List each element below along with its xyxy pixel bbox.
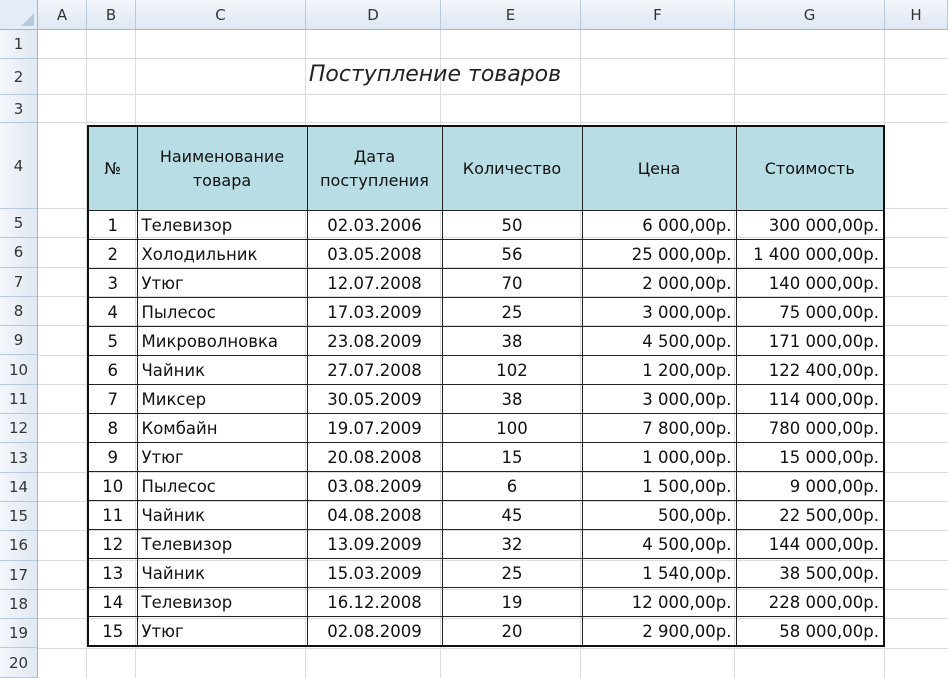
grid-line-horizontal (38, 122, 948, 123)
sheet-title[interactable]: Поступление товаров (308, 62, 562, 87)
cell-name[interactable]: Утюг (137, 443, 307, 472)
row-header-9[interactable]: 9 (0, 326, 37, 355)
cell-num[interactable]: 6 (88, 356, 137, 385)
cell-date[interactable]: 16.12.2008 (307, 588, 442, 617)
table-row (88, 269, 884, 298)
column-header-bar (38, 0, 948, 30)
cell-price[interactable]: 4 500,00р. (582, 327, 736, 356)
cell-qty[interactable]: 50 (442, 211, 582, 240)
cell-num[interactable]: 4 (88, 298, 137, 327)
column-header-f[interactable]: F (581, 0, 735, 29)
cell-date[interactable]: 17.03.2009 (307, 298, 442, 327)
cell-price[interactable]: 500,00р. (582, 501, 736, 530)
cell-price[interactable]: 4 500,00р. (582, 530, 736, 559)
row-header-8[interactable]: 8 (0, 297, 37, 326)
cell-qty[interactable]: 100 (442, 414, 582, 443)
cell-num[interactable]: 2 (88, 240, 137, 269)
column-header-h[interactable]: H (885, 0, 948, 29)
cell-name[interactable]: Телевизор (137, 530, 307, 559)
cell-qty[interactable]: 19 (442, 588, 582, 617)
cell-num[interactable]: 13 (88, 559, 137, 588)
column-header-b[interactable]: B (87, 0, 136, 29)
row-header-10[interactable]: 10 (0, 356, 37, 385)
column-header-d[interactable]: D (306, 0, 441, 29)
table-row (88, 240, 884, 269)
cell-name[interactable]: Миксер (137, 385, 307, 414)
cell-cost[interactable]: 228 000,00р. (736, 588, 884, 617)
cell-qty[interactable]: 70 (442, 269, 582, 298)
grid-line-horizontal (38, 58, 948, 59)
table-row (88, 356, 884, 385)
cell-price[interactable]: 1 500,00р. (582, 472, 736, 501)
cell-price[interactable]: 12 000,00р. (582, 588, 736, 617)
cell-cost[interactable]: 114 000,00р. (736, 385, 884, 414)
cell-price[interactable]: 7 800,00р. (582, 414, 736, 443)
row-header-12[interactable]: 12 (0, 414, 37, 443)
row-header-16[interactable]: 16 (0, 531, 37, 560)
cell-num[interactable]: 1 (88, 211, 137, 240)
cell-date[interactable]: 02.08.2009 (307, 617, 442, 647)
cell-date[interactable]: 02.03.2006 (307, 211, 442, 240)
cell-name[interactable]: Телевизор (137, 588, 307, 617)
row-header-14[interactable]: 14 (0, 473, 37, 502)
row-header-15[interactable]: 15 (0, 502, 37, 531)
row-header-bar (0, 30, 38, 678)
cell-date[interactable]: 20.08.2008 (307, 443, 442, 472)
row-header-17[interactable]: 17 (0, 561, 37, 590)
grid-line-horizontal (38, 648, 948, 649)
row-header-1[interactable]: 1 (0, 30, 37, 59)
cell-qty[interactable]: 20 (442, 617, 582, 647)
table-row (88, 443, 884, 472)
row-header-5[interactable]: 5 (0, 209, 37, 238)
cell-price[interactable]: 2 900,00р. (582, 617, 736, 647)
cell-date[interactable]: 23.08.2009 (307, 327, 442, 356)
cell-num[interactable]: 8 (88, 414, 137, 443)
table-row (88, 211, 884, 240)
row-header-18[interactable]: 18 (0, 590, 37, 619)
cell-date[interactable]: 12.07.2008 (307, 269, 442, 298)
cell-date[interactable]: 15.03.2009 (307, 559, 442, 588)
row-header-4[interactable]: 4 (0, 123, 37, 209)
cell-name[interactable]: Утюг (137, 269, 307, 298)
select-all-corner[interactable] (0, 0, 38, 30)
header-date[interactable]: Дата поступления (307, 126, 442, 211)
header-num[interactable]: № (88, 126, 137, 211)
row-header-20[interactable]: 20 (0, 649, 37, 678)
cell-name[interactable]: Чайник (137, 356, 307, 385)
cell-num[interactable]: 7 (88, 385, 137, 414)
cell-cost[interactable]: 171 000,00р. (736, 327, 884, 356)
table-row (88, 385, 884, 414)
cell-cost[interactable]: 58 000,00р. (736, 617, 884, 647)
cell-cost[interactable]: 9 000,00р. (736, 472, 884, 501)
row-header-13[interactable]: 13 (0, 443, 37, 472)
cell-cost[interactable]: 22 500,00р. (736, 501, 884, 530)
table-row (88, 472, 884, 501)
cell-name[interactable]: Пылесос (137, 298, 307, 327)
cell-qty[interactable]: 25 (442, 298, 582, 327)
goods-table (87, 125, 885, 647)
cell-num[interactable]: 11 (88, 501, 137, 530)
cell-date[interactable]: 03.05.2008 (307, 240, 442, 269)
row-header-3[interactable]: 3 (0, 95, 37, 123)
cell-qty[interactable]: 45 (442, 501, 582, 530)
cell-name[interactable]: Холодильник (137, 240, 307, 269)
table-header-row (88, 126, 884, 211)
cell-date[interactable]: 19.07.2009 (307, 414, 442, 443)
cell-qty[interactable]: 38 (442, 385, 582, 414)
cell-cost[interactable]: 140 000,00р. (736, 269, 884, 298)
select-all-icon (21, 13, 34, 26)
header-name[interactable]: Наименование товара (137, 126, 307, 211)
column-header-g[interactable]: G (735, 0, 885, 29)
table-row (88, 298, 884, 327)
cell-num[interactable]: 12 (88, 530, 137, 559)
cell-name[interactable]: Утюг (137, 617, 307, 647)
cell-name[interactable]: Телевизор (137, 211, 307, 240)
cell-price[interactable]: 1 000,00р. (582, 443, 736, 472)
row-header-19[interactable]: 19 (0, 619, 37, 648)
cell-name[interactable]: Комбайн (137, 414, 307, 443)
row-header-11[interactable]: 11 (0, 385, 37, 414)
cell-price[interactable]: 1 540,00р. (582, 559, 736, 588)
cell-num[interactable]: 14 (88, 588, 137, 617)
cell-name[interactable]: Чайник (137, 501, 307, 530)
cell-cost[interactable]: 15 000,00р. (736, 443, 884, 472)
row-header-7[interactable]: 7 (0, 268, 37, 297)
table-row (88, 588, 884, 617)
cell-qty[interactable]: 32 (442, 530, 582, 559)
cell-qty[interactable]: 15 (442, 443, 582, 472)
cell-price[interactable]: 25 000,00р. (582, 240, 736, 269)
header-price[interactable]: Цена (582, 126, 736, 211)
cell-num[interactable]: 15 (88, 617, 137, 647)
cell-cost[interactable]: 1 400 000,00р. (736, 240, 884, 269)
cell-price[interactable]: 6 000,00р. (582, 211, 736, 240)
cell-num[interactable]: 9 (88, 443, 137, 472)
cell-cost[interactable]: 38 500,00р. (736, 559, 884, 588)
cell-qty[interactable]: 56 (442, 240, 582, 269)
header-qty[interactable]: Количество (442, 126, 582, 211)
cell-name[interactable]: Микроволновка (137, 327, 307, 356)
column-header-c[interactable]: C (136, 0, 306, 29)
cell-qty[interactable]: 102 (442, 356, 582, 385)
cell-cost[interactable]: 780 000,00р. (736, 414, 884, 443)
column-header-e[interactable]: E (441, 0, 581, 29)
cell-name[interactable]: Пылесос (137, 472, 307, 501)
cell-date[interactable]: 27.07.2008 (307, 356, 442, 385)
table-row (88, 414, 884, 443)
row-header-6[interactable]: 6 (0, 238, 37, 267)
cell-date[interactable]: 04.08.2008 (307, 501, 442, 530)
table-row (88, 501, 884, 530)
cell-price[interactable]: 2 000,00р. (582, 269, 736, 298)
cell-price[interactable]: 3 000,00р. (582, 385, 736, 414)
cell-date[interactable]: 13.09.2009 (307, 530, 442, 559)
cell-name[interactable]: Чайник (137, 559, 307, 588)
cell-date[interactable]: 30.05.2009 (307, 385, 442, 414)
table-row (88, 530, 884, 559)
cell-cost[interactable]: 122 400,00р. (736, 356, 884, 385)
cell-num[interactable]: 10 (88, 472, 137, 501)
cell-num[interactable]: 5 (88, 327, 137, 356)
cell-price[interactable]: 3 000,00р. (582, 298, 736, 327)
table-row (88, 559, 884, 588)
cell-price[interactable]: 1 200,00р. (582, 356, 736, 385)
cell-date[interactable]: 03.08.2009 (307, 472, 442, 501)
cell-qty[interactable]: 38 (442, 327, 582, 356)
table-row (88, 617, 884, 647)
cell-cost[interactable]: 75 000,00р. (736, 298, 884, 327)
header-cost[interactable]: Стоимость (736, 126, 884, 211)
table-row (88, 327, 884, 356)
cell-qty[interactable]: 25 (442, 559, 582, 588)
cell-num[interactable]: 3 (88, 269, 137, 298)
column-header-a[interactable]: A (38, 0, 87, 29)
cell-cost[interactable]: 144 000,00р. (736, 530, 884, 559)
grid-line-horizontal (38, 94, 948, 95)
row-header-2[interactable]: 2 (0, 59, 37, 95)
cell-cost[interactable]: 300 000,00р. (736, 211, 884, 240)
cell-qty[interactable]: 6 (442, 472, 582, 501)
